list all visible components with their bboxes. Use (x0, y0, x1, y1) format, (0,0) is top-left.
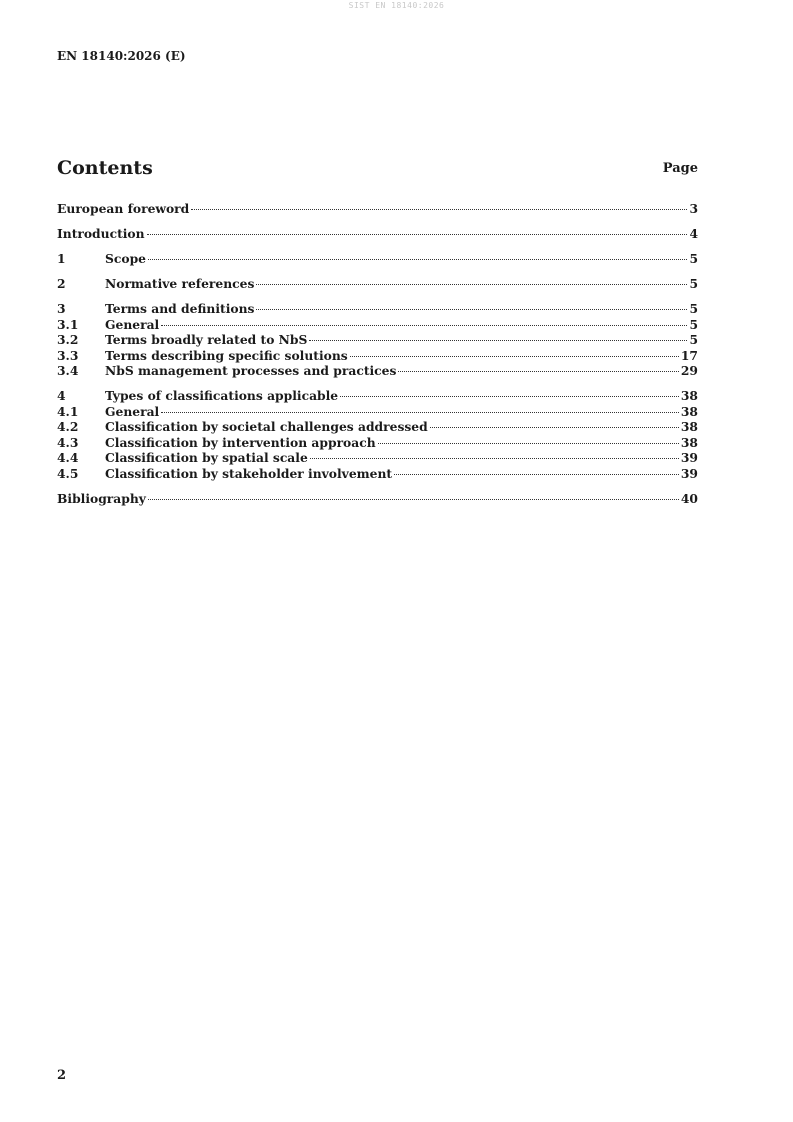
dot-leader (378, 442, 679, 444)
dot-leader (340, 395, 679, 397)
toc-entry-terms-and-definitions[interactable] (57, 301, 698, 317)
dot-leader (350, 355, 679, 357)
toc-entry-title: European foreword (57, 201, 190, 216)
toc-entry-title: Scope (105, 251, 146, 266)
toc-entry-number: 3 (57, 301, 66, 316)
toc-entry-title: Types of classifications applicable (105, 388, 339, 403)
toc-entry-types-of-classifications[interactable] (57, 388, 698, 404)
toc-entry-number: 4.1 (57, 403, 79, 419)
toc-entry-page: 3 (689, 201, 698, 216)
page-number: 2 (57, 1068, 67, 1083)
toc-entry-4-3[interactable] (57, 435, 698, 451)
toc-entry-title: General (105, 316, 160, 332)
toc-entry-3-4[interactable] (57, 363, 698, 379)
toc-entry-3-2[interactable] (57, 332, 698, 348)
toc-entry-page: 39 (680, 465, 698, 481)
toc-entry-title: Bibliography (57, 490, 146, 506)
toc-entry-european-foreword[interactable] (57, 201, 698, 217)
toc-entry-title: Terms describing specific solutions (105, 347, 348, 363)
dot-leader (310, 457, 679, 459)
toc-entry-introduction[interactable] (57, 226, 698, 242)
toc-entry-title: Classification by spatial scale (105, 450, 308, 465)
toc-entry-number: 4 (57, 388, 66, 403)
toc-entry-title: Classification by societal challenges addressed (105, 419, 428, 434)
toc-entry-number: 3.1 (57, 316, 79, 332)
toc-entry-page: 38 (680, 403, 698, 419)
toc-entry-page: 5 (689, 316, 698, 332)
document-id: EN 18140:2026 (E) (57, 49, 186, 63)
toc-entry-title: Terms and definitions (105, 301, 255, 316)
toc-entry-title: General (105, 403, 160, 419)
dot-leader (430, 426, 679, 428)
toc-entry-page: 5 (689, 276, 698, 291)
page-column-label: Page (662, 161, 698, 176)
toc-entry-page: 5 (689, 251, 698, 266)
toc-entry-page: 38 (680, 419, 698, 434)
toc-entry-page: 39 (680, 450, 698, 465)
toc-entry-bibliography[interactable] (57, 491, 698, 507)
dot-leader (256, 283, 687, 285)
dot-leader (161, 324, 687, 326)
toc-entry-normative-references[interactable] (57, 276, 698, 292)
table-of-contents (57, 201, 698, 506)
toc-entry-page: 4 (689, 226, 698, 241)
dot-leader (394, 473, 679, 475)
toc-entry-4-1[interactable] (57, 404, 698, 420)
toc-entry-page: 38 (680, 388, 698, 403)
toc-entry-number: 2 (57, 276, 66, 291)
dot-leader (148, 498, 679, 500)
toc-entry-scope[interactable] (57, 251, 698, 267)
watermark: SIST EN 18140:2026 (348, 1, 445, 10)
contents-header (57, 157, 698, 181)
dot-leader (147, 233, 688, 235)
dot-leader (398, 370, 678, 372)
dot-leader (148, 258, 687, 260)
toc-entry-4-4[interactable] (57, 450, 698, 466)
toc-entry-page: 29 (680, 363, 698, 378)
dot-leader (191, 208, 687, 210)
toc-entry-page: 5 (689, 332, 698, 347)
toc-entry-page: 40 (680, 490, 698, 506)
toc-entry-number: 3.4 (57, 363, 79, 378)
toc-entry-4-5[interactable] (57, 466, 698, 482)
toc-entry-page: 17 (680, 347, 698, 363)
toc-entry-number: 3.3 (57, 347, 79, 363)
toc-entry-title: Classification by stakeholder involvement (105, 465, 393, 481)
dot-leader (309, 339, 687, 341)
toc-entry-title: Terms broadly related to NbS (105, 332, 308, 347)
toc-entry-title: Classification by intervention approach (105, 434, 376, 450)
toc-entry-3-3[interactable] (57, 348, 698, 364)
toc-entry-page: 5 (689, 301, 698, 316)
toc-entry-number: 4.3 (57, 434, 79, 450)
toc-entry-number: 1 (57, 251, 66, 266)
toc-entry-number: 4.4 (57, 450, 79, 465)
toc-entry-number: 4.5 (57, 465, 79, 481)
toc-entry-3-1[interactable] (57, 317, 698, 333)
toc-entry-number: 3.2 (57, 332, 79, 347)
toc-entry-title: Normative references (105, 276, 255, 291)
toc-entry-4-2[interactable] (57, 419, 698, 435)
contents-title: Contents (57, 157, 153, 179)
toc-entry-page: 38 (680, 434, 698, 450)
toc-entry-number: 4.2 (57, 419, 79, 434)
toc-entry-title: Introduction (57, 226, 145, 241)
dot-leader (161, 411, 679, 413)
dot-leader (256, 308, 687, 310)
toc-entry-title: NbS management processes and practices (105, 363, 397, 378)
